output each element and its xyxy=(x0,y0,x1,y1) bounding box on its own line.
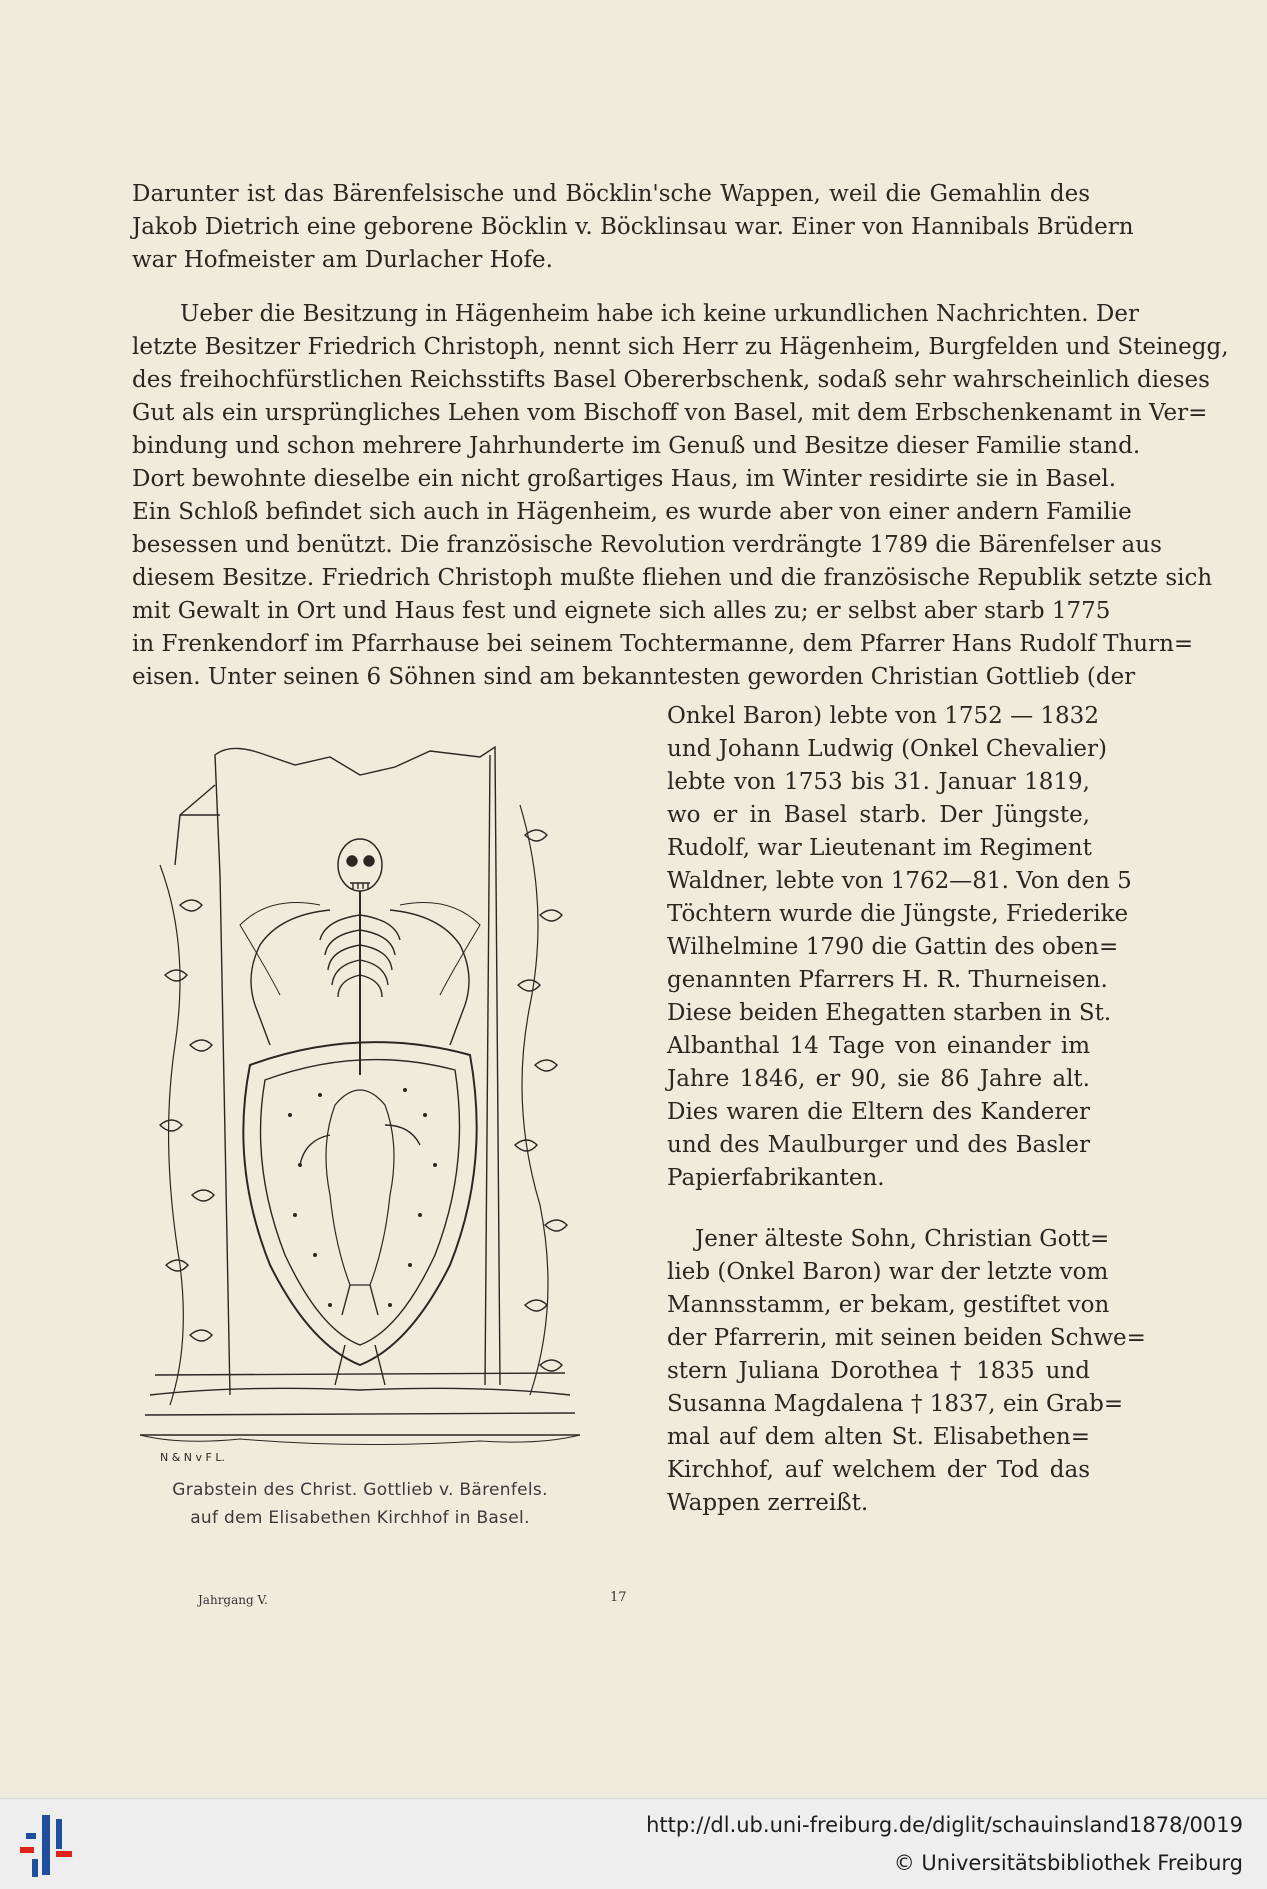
text-line: der Pfarrerin, mit seinen beiden Schwe= xyxy=(667,1325,1146,1351)
text-line: Töchtern wurde die Jüngste, Friederike xyxy=(667,901,1129,927)
text-line: Dort bewohnte dieselbe ein nicht großartiges Haus, im Winter residirte sie in Basel. xyxy=(132,466,1117,492)
text-line: Diese beiden Ehegatten starben in St. xyxy=(667,1000,1112,1026)
text-line: wo er in Basel starb. Der Jüngste, xyxy=(667,802,1090,828)
text-line: Wilhelmine 1790 die Gattin des oben= xyxy=(667,934,1119,960)
text-line: des freihochfürstlichen Reichsstifts Basel Obererbschenk, sodaß sehr wahrscheinlich dieses xyxy=(132,367,1210,393)
text-line: Susanna Magdalena † 1837, ein Grab= xyxy=(667,1391,1124,1417)
text-line: Papierfabrikanten. xyxy=(667,1165,885,1191)
paragraph-3 xyxy=(667,1223,1146,1520)
text-line: eisen. Unter seinen 6 Söhnen sind am bekanntesten geworden Christian Gottlieb (der xyxy=(132,664,1136,690)
page-number: 17 xyxy=(610,1590,627,1605)
text-line: Dies waren die Eltern des Kanderer xyxy=(667,1099,1090,1125)
text-line: Ein Schloß befindet sich auch in Hägenheim, es wurde aber von einer andern Familie xyxy=(132,499,1132,525)
copyright-text: © Universitätsbibliothek Freiburg xyxy=(893,1851,1243,1875)
text-line: Albanthal 14 Tage von einander im xyxy=(667,1033,1090,1059)
text-line: Rudolf, war Lieutenant im Regiment xyxy=(667,835,1092,861)
text-line: war Hofmeister am Durlacher Hofe. xyxy=(132,247,553,273)
text-line: besessen und benützt. Die französische Revolution verdrängte 1789 die Bärenfelser aus xyxy=(132,532,1162,558)
text-line: genannten Pfarrers H. R. Thurneisen. xyxy=(667,967,1108,993)
text-line: Mannsstamm, er bekam, gestiftet von xyxy=(667,1292,1110,1318)
text-line: Kirchhof, auf welchem der Tod das xyxy=(667,1457,1090,1483)
text-line: Waldner, lebte von 1762—81. Von den 5 xyxy=(667,868,1132,894)
caption-line-1: Grabstein des Christ. Gottlieb v. Bärenfels. xyxy=(172,1480,548,1500)
text-line: Jener älteste Sohn, Christian Gott= xyxy=(695,1226,1110,1252)
paragraph-2 xyxy=(132,298,1229,694)
text-line: lieb (Onkel Baron) war der letzte vom xyxy=(667,1259,1109,1285)
text-line: Wappen zerreißt. xyxy=(667,1490,869,1516)
text-line: Onkel Baron) lebte von 1752 — 1832 xyxy=(667,703,1099,729)
text-line: und Johann Ludwig (Onkel Chevalier) xyxy=(667,736,1107,762)
text-line: stern Juliana Dorothea † 1835 und xyxy=(667,1358,1090,1384)
text-line: mit Gewalt in Ort und Haus fest und eignete sich alles zu; er selbst aber starb 1775 xyxy=(132,598,1111,624)
paragraph-2-continued xyxy=(667,700,1132,1195)
text-line: Ueber die Besitzung in Hägenheim habe ich keine urkundlichen Nachrichten. Der xyxy=(180,301,1139,327)
caption-line-2: auf dem Elisabethen Kirchhof in Basel. xyxy=(190,1508,530,1528)
paragraph-1 xyxy=(132,178,1134,277)
text-line: Darunter ist das Bärenfelsische und Böcklin'sche Wappen, weil die Gemahlin des xyxy=(132,181,1090,207)
text-line: Gut als ein ursprüngliches Lehen vom Bischoff von Basel, mit dem Erbschenkenamt in Ver= xyxy=(132,400,1208,426)
gravestone-illustration xyxy=(120,745,600,1475)
text-line: mal auf dem alten St. Elisabethen= xyxy=(667,1424,1090,1450)
footer-volume: Jahrgang V. xyxy=(198,1593,268,1607)
figure-caption xyxy=(120,1476,600,1532)
text-line: in Frenkendorf im Pfarrhause bei seinem Tochtermanne, dem Pfarrer Hans Rudolf Thurn= xyxy=(132,631,1194,657)
text-line: bindung und schon mehrere Jahrhunderte im Genuß und Besitze dieser Familie stand. xyxy=(132,433,1141,459)
university-logo-icon[interactable] xyxy=(18,1809,78,1881)
text-line: Jahre 1846, er 90, sie 86 Jahre alt. xyxy=(667,1066,1090,1092)
text-line: lebte von 1753 bis 31. Januar 1819, xyxy=(667,769,1090,795)
viewer-footer-bar xyxy=(0,1798,1267,1889)
text-line: Jakob Dietrich eine geborene Böcklin v. Böcklinsau war. Einer von Hannibals Brüdern xyxy=(132,214,1134,240)
source-url-link[interactable]: http://dl.ub.uni-freiburg.de/diglit/schauinsland1878/0019 xyxy=(646,1813,1243,1837)
text-line: letzte Besitzer Friedrich Christoph, nennt sich Herr zu Hägenheim, Burgfelden und Steinegg, xyxy=(132,334,1229,360)
illustration-signature: N & N v F L. xyxy=(160,1451,225,1464)
text-line: und des Maulburger und des Basler xyxy=(667,1132,1090,1158)
text-line: diesem Besitze. Friedrich Christoph mußte fliehen und die französische Republik setzte sich xyxy=(132,565,1213,591)
